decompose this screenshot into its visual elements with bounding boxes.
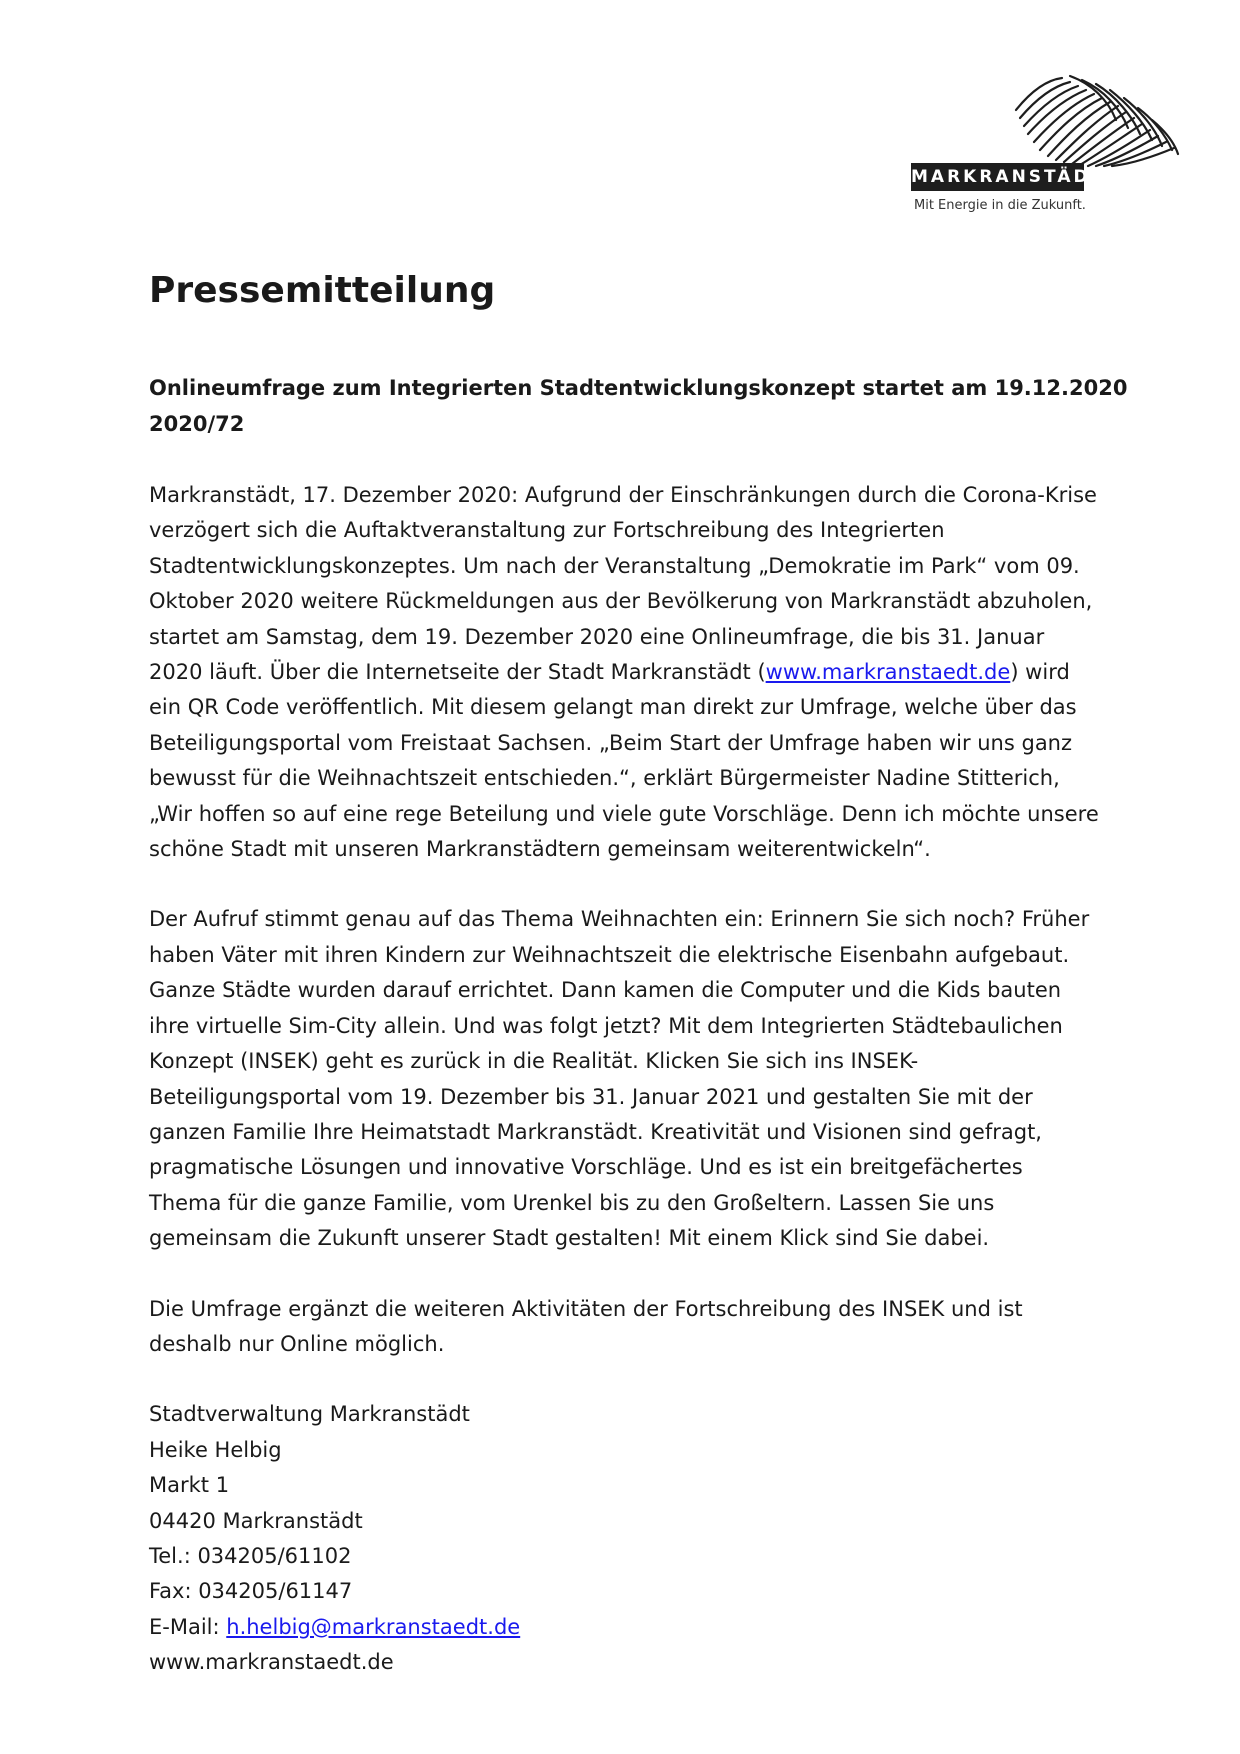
press-release-content bbox=[149, 262, 1128, 1681]
paragraph-2: Der Aufruf stimmt genau auf das Thema Weihnachten ein: Erinnern Sie sich noch? Früher haben Väter mit ihren Kindern zur Weihnachtszeit die elektrische Eisenbahn aufgebaut. Ganze Städte wurden darauf errichtet. Dann kamen die Computer und die Kids bauten ihre virtuelle Sim-City allein. Und was folgt jetzt? Mit dem Integrierten Städtebaulichen Konzept (INSEK) geht es zurück in die Realität. Klicken Sie sich ins INSEK-Beteiligungsportal vom 19. Dezember bis 31. Januar 2021 und gestalten Sie mit der ganzen Familie Ihre Heimatstadt Markranstädt. Kreativität und Visionen sind gefragt, pragmatische Lösungen und innovative Vorschläge. Und es ist ein breitgefächertes Thema für die ganze Familie, vom Urenkel bis zu den Großeltern. Lassen Sie uns gemeinsam die Zukunft unserer Stadt gestalten! Mit einem Klick sind Sie dabei. bbox=[149, 907, 1090, 1251]
website-link[interactable]: www.markranstaedt.de bbox=[765, 660, 1011, 685]
contact-email-label: E-Mail: bbox=[149, 1614, 227, 1639]
subheading bbox=[149, 370, 1128, 442]
paragraph-1-text-a: Markranstädt, 17. Dezember 2020: Aufgrund der Einschränkungen durch die Corona-Krise verzögert sich die Auftaktveranstaltung zur Fortschreibung des Integrierten Stadtentwicklungskonzeptes. Um nach der Veranstaltung „Demokratie im Park“ vom 09. Oktober 2020 weitere Rückmeldungen aus der Bevölkerung von Markranstädt abzuholen, startet am Samstag, dem 19. Dezember 2020 eine Onlineumfrage, die bis 31. Januar 2020 läuft. Über die Internetseite der Stadt Markranstädt ( bbox=[149, 483, 1097, 685]
contact-web: www.markranstaedt.de bbox=[149, 1650, 394, 1675]
logo-swoosh-icon bbox=[1012, 70, 1182, 170]
subheading-number: 2020/72 bbox=[149, 412, 245, 436]
logo-wordmark: MARKRANSTÄDT bbox=[911, 163, 1084, 191]
contact-org: Stadtverwaltung Markranstädt bbox=[149, 1402, 470, 1427]
contact-fax: Fax: 034205/61147 bbox=[149, 1579, 353, 1604]
paragraph-3: Die Umfrage ergänzt die weiteren Aktivitäten der Fortschreibung des INSEK und ist deshalb nur Online möglich. bbox=[149, 1296, 1023, 1356]
contact-block bbox=[149, 1397, 1099, 1680]
markranstaedt-logo bbox=[900, 70, 1200, 220]
contact-email-row bbox=[149, 1610, 1099, 1645]
logo-tagline: Mit Energie in die Zukunft. bbox=[914, 198, 1086, 213]
contact-person: Heike Helbig bbox=[149, 1437, 282, 1462]
contact-city: 04420 Markranstädt bbox=[149, 1508, 363, 1533]
paragraph-1 bbox=[149, 478, 1099, 867]
paragraph-1-text-b: ) wird ein QR Code veröffentlich. Mit diesem gelangt man direkt zur Umfrage, welche über das Beteiligungsportal vom Freistaat Sachsen. „Beim Start der Umfrage haben wir uns ganz bewusst für die Weihnachtszeit entschieden.“, erklärt Bürgermeister Nadine Stitterich, „Wir hoffen so auf eine rege Beteilung und viele gute Vorschläge. Denn ich möchte unsere schöne Stadt mit unseren Markranstädtern gemeinsam weiterentwickeln“. bbox=[149, 660, 1099, 862]
email-link[interactable]: h.helbig@markranstaedt.de bbox=[226, 1614, 521, 1639]
page-title: Pressemitteilung bbox=[149, 270, 496, 311]
contact-tel: Tel.: 034205/61102 bbox=[149, 1543, 352, 1568]
subheading-title: Onlineumfrage zum Integrierten Stadtentwicklungskonzept startet am 19.12.2020 bbox=[149, 376, 1128, 400]
contact-street: Markt 1 bbox=[149, 1473, 230, 1498]
